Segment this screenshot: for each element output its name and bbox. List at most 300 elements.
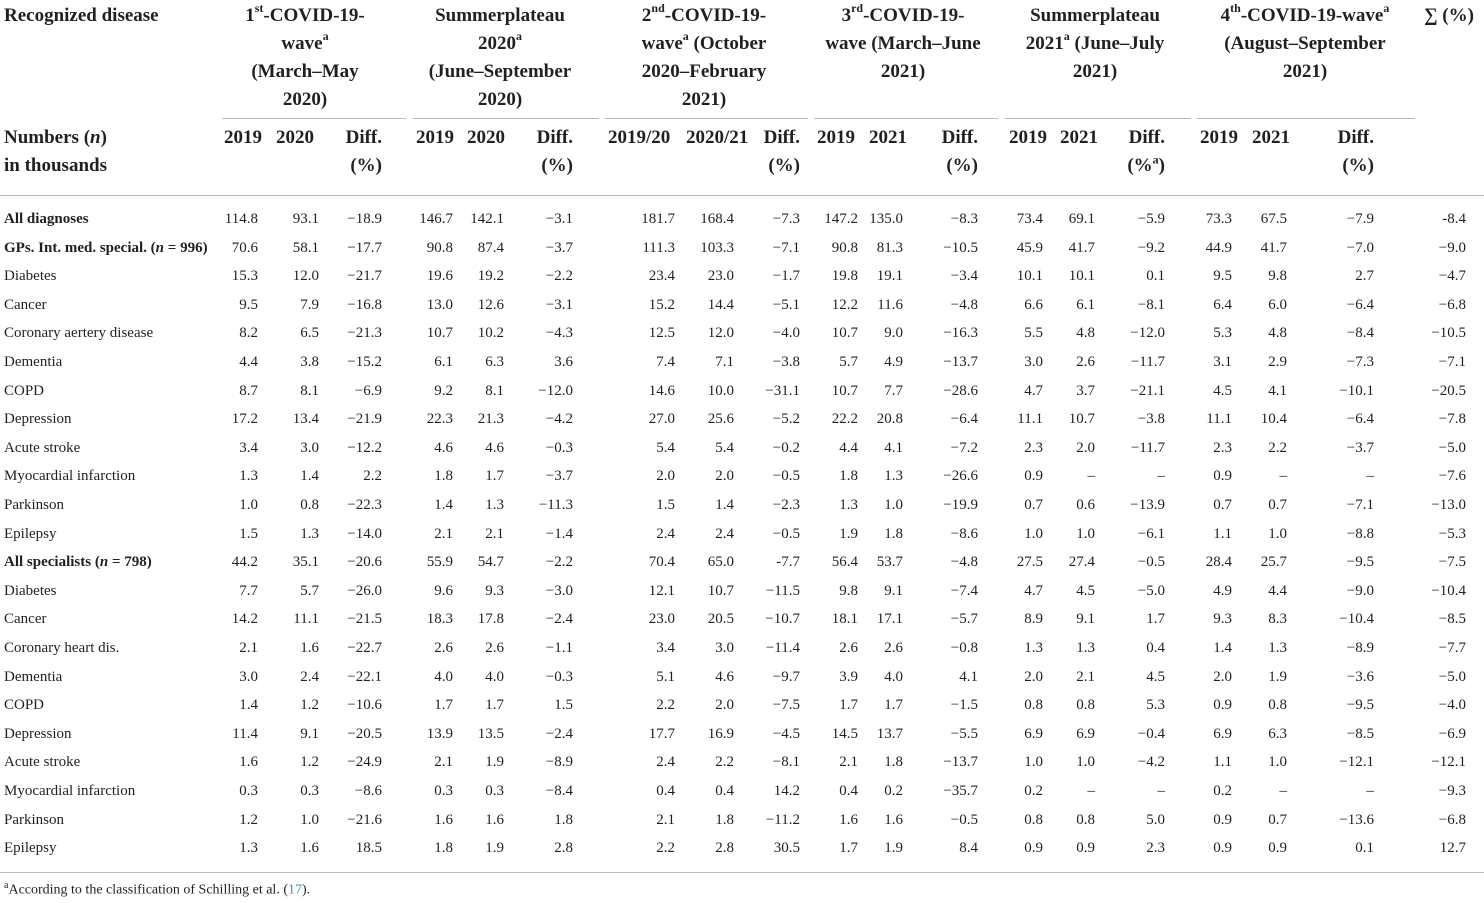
table-cell: 23.4 [648,268,675,285]
table-cell: 2.0 [1213,668,1232,685]
table-cell: 2.2 [363,468,382,485]
table-cell: 2.3 [1146,840,1165,857]
table-cell: −12.0 [1130,325,1165,342]
table-cell: 9.1 [300,725,319,742]
table-cell: −8.1 [1137,296,1165,313]
table-cell: −11.2 [765,811,800,828]
table-cell: 1.3 [239,840,258,857]
table-cell: 114.8 [224,211,258,227]
table-cell: −21.3 [347,325,382,342]
table-cell: 1.0 [1024,525,1043,542]
table-cell: 20.8 [876,411,903,428]
table-cell: −6.8 [1438,811,1466,828]
diff-subheader: Diff. [1337,127,1374,148]
table-cell: 12.5 [648,325,675,342]
row-label: All diagnoses [4,211,89,227]
table-cell: 9.6 [434,582,453,599]
table-cell: 8.3 [1268,611,1287,628]
footnote: $^a$According to the classification of Schilling et al. (17). [4,880,311,898]
table-cell: 6.3 [1268,725,1287,742]
table-cell: 1.6 [884,811,903,828]
table-cell: −7.3 [1346,354,1374,370]
table-cell: −20.5 [347,725,382,742]
table-cell: 7.7 [884,382,903,399]
table-cell: −11.7 [1130,354,1165,370]
table-cell: −9.7 [772,668,800,685]
row-label: Cancer [4,611,47,628]
table-cell: 13.0 [426,296,453,313]
year-subheader: 2019 [224,127,262,148]
table-cell: 3.1 [1213,354,1232,370]
table-cell: −8.5 [1438,611,1466,628]
table-cell: −11.4 [765,640,800,656]
table-cell: 13.9 [426,725,453,742]
table-cell: −6.4 [1346,296,1374,313]
table-cell: 90.8 [426,239,453,256]
table-row [0,205,1484,234]
table-cell: 21.3 [477,411,504,428]
header-rule [413,118,599,119]
table-cell: −16.8 [347,296,382,313]
table-cell: −8.1 [772,754,800,771]
table-cell: 1.0 [1268,754,1287,771]
table-cell: 3.4 [656,640,675,656]
table-cell: −16.3 [943,325,978,342]
table-cell: 1.8 [554,811,573,828]
table-cell: 9.5 [1213,268,1232,285]
table-cell: −5.0 [1438,668,1466,685]
table-cell: 1.3 [485,497,504,513]
table-cell: 1.7 [434,697,453,714]
table-cell: 56.4 [831,554,858,571]
table-cell: – [1157,468,1165,485]
table-cell: 0.7 [1024,497,1043,513]
table-cell: −8.6 [354,783,382,799]
table-cell: 1.7 [1146,611,1165,628]
table-cell: −7.2 [950,439,978,456]
table-cell: 103.3 [700,239,734,256]
table-cell: −4.0 [1438,697,1466,714]
table-cell: 0.4 [1146,640,1165,656]
table-cell: −9.2 [1137,239,1165,256]
table-cell: 15.3 [231,268,258,285]
table-cell: −4.8 [950,554,978,571]
table-cell: −8.5 [1346,725,1374,742]
table-cell: 4.0 [434,668,453,685]
table-cell: 8.2 [239,325,258,342]
table-cell: 4.1 [959,668,978,685]
year-subheader: 2020 [276,127,314,148]
table-cell: 11.1 [1017,411,1043,428]
table-cell: 14.2 [231,611,258,628]
table-cell: 0.9 [1213,697,1232,714]
table-cell: −3.7 [545,239,573,256]
table-cell: −7.1 [772,239,800,256]
table-cell: 2.6 [884,640,903,656]
table-cell: −6.1 [1137,525,1165,542]
diff-unit-subheader: (%) [946,155,978,176]
table-cell: 2.6 [1076,354,1095,370]
table-cell: 0.1 [1146,268,1165,285]
table-cell: 2.0 [715,697,734,714]
table-cell: 2.1 [656,811,675,828]
table-cell: 1.0 [1076,754,1095,771]
header-rule [1197,118,1415,119]
table-cell: −8.3 [950,211,978,227]
table-cell: −19.9 [943,497,978,513]
table-cell: 1.9 [839,525,858,542]
table-row [0,348,1484,377]
table-row [0,405,1484,434]
table-cell: 14.6 [648,382,675,399]
table-cell: −35.7 [943,783,978,799]
table-cell: 87.4 [477,239,504,256]
row-label: GPs. Int. med. special. (n = 996) [4,239,208,256]
table-cell: 1.2 [239,811,258,828]
table-cell: −5.9 [1137,211,1165,227]
table-row [0,577,1484,606]
table-row [0,663,1484,692]
table-cell: -8.4 [1442,211,1466,227]
table-cell: 14.2 [773,783,800,799]
table-cell: 1.6 [839,811,858,828]
table-cell: 8.1 [485,382,504,399]
table-cell: 25.7 [1260,554,1287,571]
row-label: Myocardial infarction [4,783,136,799]
table-cell: −7.3 [772,211,800,227]
table-cell: −10.7 [765,611,800,628]
table-cell: −2.4 [545,725,573,742]
table-cell: 19.1 [876,268,903,285]
table-cell: −21.1 [1130,382,1165,399]
reference-link[interactable]: 17 [288,882,302,898]
table-row [0,634,1484,663]
table-cell: 12.1 [648,582,675,599]
table-cell: 0.9 [1268,840,1287,857]
diff-unit-subheader: (%) [1342,155,1374,176]
year-subheader: 2021 [869,127,907,148]
table-row [0,377,1484,406]
table-cell: 1.8 [884,754,903,771]
table-cell: −4.5 [772,725,800,742]
table-row [0,520,1484,549]
table-cell: 10.7 [426,325,453,342]
table-cell: 14.5 [831,725,858,742]
row-label: COPD [4,697,45,714]
table-cell: -7.7 [776,554,800,571]
table-cell: 20.5 [707,611,734,628]
table-cell: 1.8 [884,525,903,542]
table-cell: −20.6 [347,554,382,571]
table-cell: 0.2 [1024,783,1043,799]
table-cell: −9.5 [1346,697,1374,714]
table-cell: 1.0 [1076,525,1095,542]
diff-subheader: Diff. [1128,127,1165,148]
table-cell: −4.8 [950,296,978,313]
table-cell: 0.3 [300,783,319,799]
table-cell: 12.6 [477,296,504,313]
table-cell: −1.5 [950,697,978,714]
table-cell: 111.3 [642,239,675,256]
table-cell: 142.1 [470,211,504,227]
table-cell: 16.9 [707,725,734,742]
table-cell: −8.9 [1346,640,1374,656]
table-cell: 2.1 [434,525,453,542]
row-label: Depression [4,725,72,742]
table-cell: 44.9 [1205,239,1232,256]
table-cell: −5.7 [950,611,978,628]
table-row [0,691,1484,720]
table-cell: −18.9 [347,211,382,227]
period-header-4: 3rd-COVID-19- wave (March–June 2021) [825,0,981,82]
table-cell: 2.3 [1213,439,1232,456]
table-cell: 2.1 [485,525,504,542]
table-cell: 8.9 [1024,611,1043,628]
table-cell: 35.1 [292,554,319,571]
table-cell: 2.2 [715,754,734,771]
table-cell: −4.0 [772,325,800,342]
table-cell: 6.5 [300,325,319,342]
table-cell: 5.3 [1213,325,1232,342]
table-cell: 0.9 [1213,811,1232,828]
table-cell: 146.7 [419,211,453,227]
table-cell: 2.1 [839,754,858,771]
table-cell: 1.7 [485,468,504,485]
diff-unit-subheader: (%) [768,155,800,176]
table-cell: −0.8 [950,640,978,656]
table-cell: 25.6 [707,411,734,428]
table-cell: 53.7 [876,554,903,571]
table-cell: 0.9 [1024,840,1043,857]
table-cell: 1.6 [300,840,319,857]
header-rule [1005,118,1191,119]
table-cell: −12.0 [538,382,573,399]
table-cell: 6.1 [1076,296,1095,313]
table-cell: 6.4 [1213,296,1232,313]
table-cell: 4.4 [239,354,258,370]
table-cell: 147.2 [824,211,858,227]
table-cell: 0.8 [1076,697,1095,714]
table-cell: −13.7 [943,354,978,370]
table-cell: −4.2 [545,411,573,428]
table-cell: 3.0 [1024,354,1043,370]
table-cell: 2.0 [1024,668,1043,685]
row-label: Diabetes [4,582,57,599]
table-cell: 11.1 [1206,411,1232,428]
table-cell: 11.6 [877,296,903,313]
table-cell: 2.4 [300,668,319,685]
table-cell: 8.4 [959,840,978,857]
table-cell: −21.6 [347,811,382,828]
table-cell: 6.3 [485,354,504,370]
table-cell: 0.7 [1268,497,1287,513]
table-cell: 10.7 [1068,411,1095,428]
table-cell: 1.0 [300,811,319,828]
row-label: Parkinson [4,497,64,513]
table-cell: −3.6 [1346,668,1374,685]
table-cell: −2.2 [545,268,573,285]
table-cell: −7.7 [1438,640,1466,656]
table-cell: 0.9 [1213,840,1232,857]
table-cell: −4.7 [1438,268,1466,285]
table-cell: −9.0 [1438,239,1466,256]
table-cell: 2.9 [1268,354,1287,370]
table-cell: 2.1 [1076,668,1095,685]
table-cell: 1.5 [656,497,675,513]
table-cell: 9.1 [884,582,903,599]
table-cell: −0.3 [545,668,573,685]
table-cell: 1.7 [839,840,858,857]
table-cell: 2.2 [1268,439,1287,456]
table-cell: −21.9 [347,411,382,428]
table-cell: −4.2 [1137,754,1165,771]
table-cell: −15.2 [347,354,382,370]
table-cell: 0.8 [1076,811,1095,828]
table-cell: −1.4 [545,525,573,542]
table-cell: 1.0 [1268,525,1287,542]
table-cell: 90.8 [831,239,858,256]
table-cell: 4.5 [1076,582,1095,599]
table-cell: 1.4 [239,697,258,714]
diff-subheader: Diff. [763,127,800,148]
table-cell: −22.7 [347,640,382,656]
table-cell: −10.4 [1431,582,1466,599]
table-cell: 44.2 [231,554,258,571]
table-cell: 3.6 [554,354,573,370]
table-cell: 1.2 [300,754,319,771]
table-cell: 11.4 [232,725,258,742]
table-cell: −26.6 [943,468,978,485]
table-cell: 1.0 [239,497,258,513]
table-cell: 4.9 [1213,582,1232,599]
table-cell: 6.9 [1076,725,1095,742]
table-cell: −3.0 [545,582,573,599]
table-cell: −3.1 [545,211,573,227]
table-cell: −8.8 [1346,525,1374,542]
table-cell: −0.3 [545,439,573,456]
table-cell: 7.1 [715,354,734,370]
table-cell: −2.2 [545,554,573,571]
table-cell: −12.1 [1339,754,1374,771]
table-cell: 9.3 [1213,611,1232,628]
table-cell: 10.7 [831,382,858,399]
table-cell: −7.1 [1438,354,1466,370]
table-cell: 4.4 [839,439,858,456]
table-cell: 2.4 [656,525,675,542]
table-cell: 22.2 [831,411,858,428]
table-cell: 1.8 [434,840,453,857]
table-cell: −11.5 [765,582,800,599]
table-cell: 17.8 [477,611,504,628]
table-cell: 1.3 [239,468,258,485]
table-cell: 1.3 [1268,640,1287,656]
table-cell: 1.3 [1076,640,1095,656]
table-cell: 4.5 [1146,668,1165,685]
table-cell: −7.5 [772,697,800,714]
table-cell: 3.0 [300,439,319,456]
table-cell: 4.6 [715,668,734,685]
table-cell: 1.7 [485,697,504,714]
table-cell: 0.4 [656,783,675,799]
table-cell: 13.7 [876,725,903,742]
table-cell: 19.6 [426,268,453,285]
row-label: Myocardial infarction [4,468,136,485]
table-cell: 0.1 [1355,840,1374,857]
table-cell: −5.5 [950,725,978,742]
table-cell: −7.6 [1438,468,1466,485]
table-cell: −11.3 [538,497,573,513]
table-cell: −0.4 [1137,725,1165,742]
table-cell: 5.4 [656,439,675,456]
table-cell: −21.5 [347,611,382,628]
table-cell: 1.4 [1213,640,1232,656]
table-cell: −10.1 [1339,382,1374,399]
table-cell: −9.5 [1346,554,1374,571]
table-cell: – [1279,468,1287,485]
table-cell: 30.5 [773,840,800,857]
table-cell: −6.4 [950,411,978,428]
table-cell: 4.0 [485,668,504,685]
table-cell: 13.5 [477,725,504,742]
table-cell: 7.4 [656,354,675,370]
table-cell: −2.3 [772,497,800,513]
table-cell: −6.8 [1438,296,1466,313]
table-cell: −8.9 [545,754,573,771]
table-cell: 2.8 [715,840,734,857]
table-cell: 1.4 [715,497,734,513]
row-label: Parkinson [4,811,64,828]
table-cell: – [1087,468,1095,485]
table-cell: 6.1 [434,354,453,370]
table-cell: 1.7 [884,697,903,714]
year-subheader: 2020/21 [686,127,749,148]
year-subheader: 2021 [1252,127,1290,148]
table-cell: 135.0 [869,211,903,227]
table-cell: 73.4 [1016,211,1043,227]
table-cell: 54.7 [477,554,504,571]
table-cell: 27.5 [1016,554,1043,571]
table-cell: 1.3 [1024,640,1043,656]
table-cell: −8.6 [950,525,978,542]
table-cell: 55.9 [426,554,453,571]
table-cell: 3.0 [715,640,734,656]
row-label: Epilepsy [4,525,57,542]
table-cell: 1.4 [300,468,319,485]
diff-subheader: Diff. [536,127,573,148]
table-cell: 1.9 [884,840,903,857]
period-header-3: 2nd-COVID-19- wave$^a$ (October 2020–February 2021) [641,0,767,110]
table-row [0,434,1484,463]
table-cell: 23.0 [648,611,675,628]
table-row [0,462,1484,491]
table-cell: −28.6 [943,382,978,399]
table-row [0,806,1484,835]
table-cell: – [1279,783,1287,799]
table-cell: −0.5 [1137,554,1165,571]
row-label: Depression [4,411,72,428]
table-cell: 10.4 [1260,411,1287,428]
table-cell: −11.7 [1130,439,1165,456]
table-cell: −5.1 [772,296,800,313]
table-row [0,777,1484,806]
diff-subheader: Diff. [345,127,382,148]
row-label: Epilepsy [4,840,57,857]
table-cell: 0.2 [1213,783,1232,799]
table-cell: 2.1 [239,640,258,656]
table-cell: 4.6 [434,439,453,456]
table-cell: 3.7 [1076,382,1095,399]
table-cell: 1.5 [239,525,258,542]
